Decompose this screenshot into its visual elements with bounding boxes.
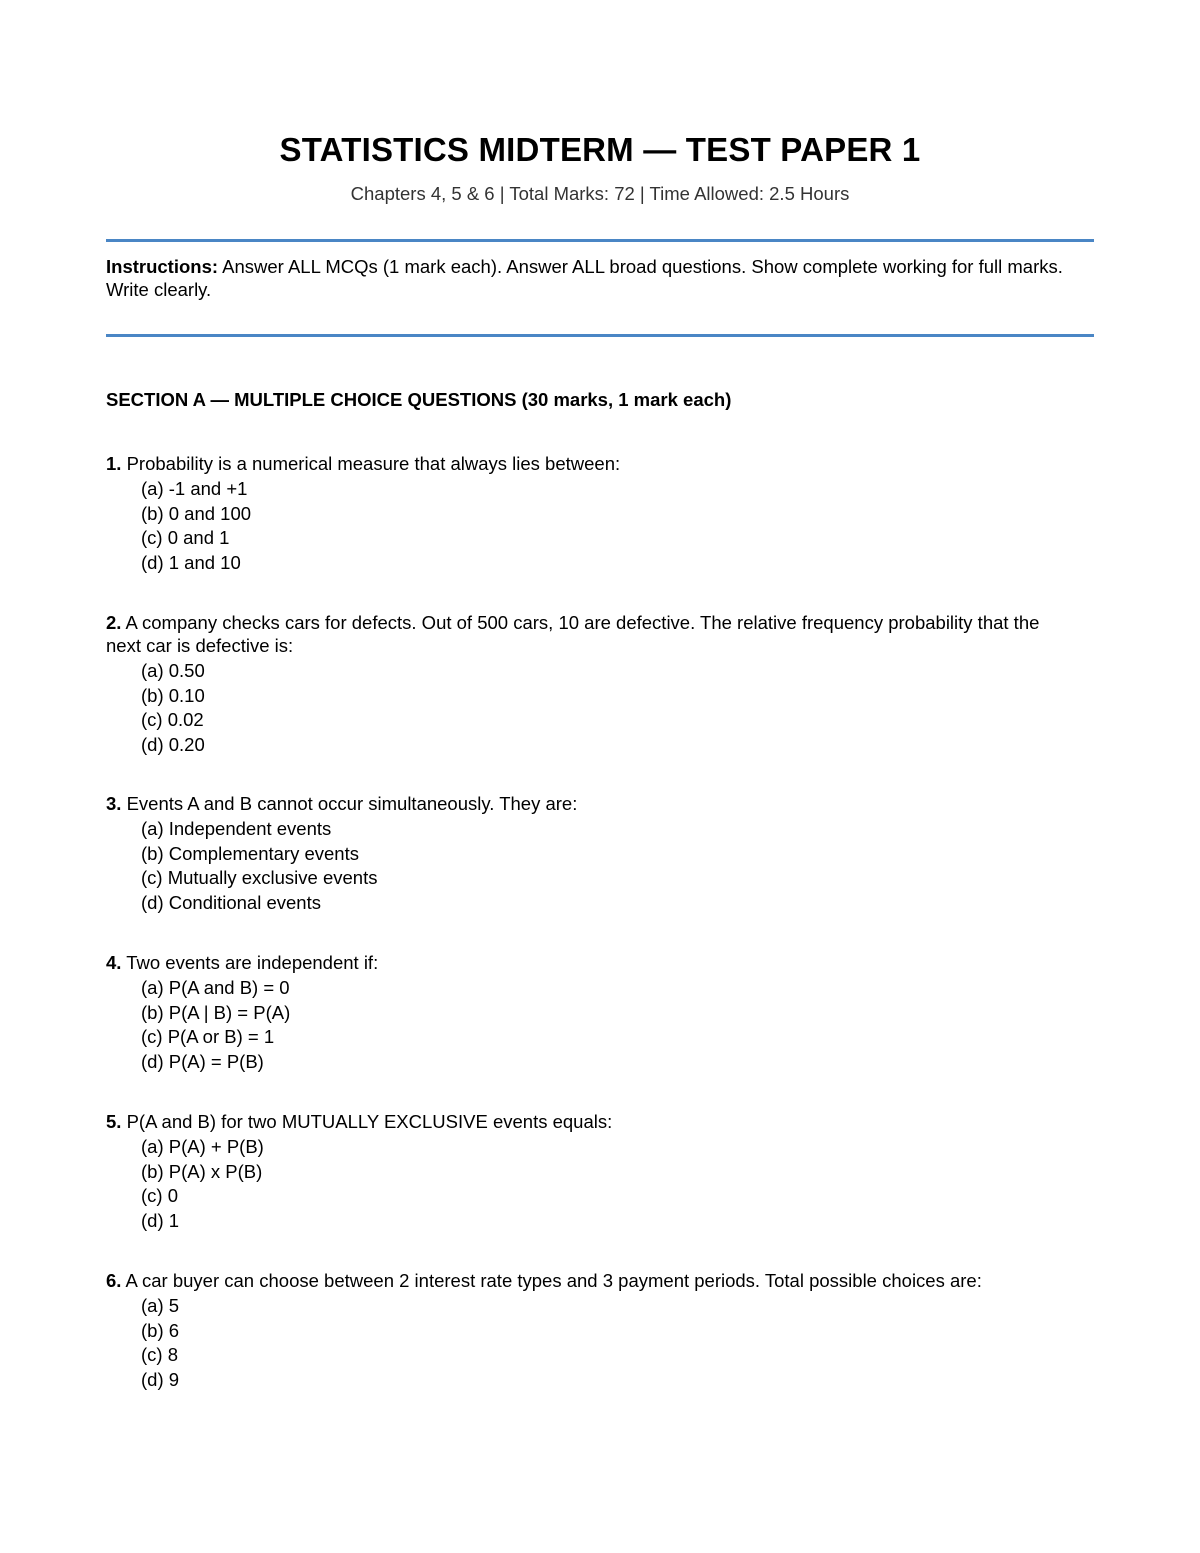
option-d: (d) 1: [141, 1209, 180, 1231]
instructions-block: [106, 255, 1076, 301]
option-b: (b) 6: [141, 1319, 180, 1341]
question-6: [106, 1269, 1076, 1392]
option-list: [141, 1294, 1076, 1392]
question-number: 6.: [106, 1270, 122, 1291]
option-list: [141, 659, 1076, 757]
option-d: (d) 0.20: [141, 733, 205, 755]
question-text: Probability is a numerical measure that always lies between:: [121, 453, 621, 474]
option-c: (c) 8: [141, 1344, 178, 1366]
option-list: [141, 817, 1076, 915]
question-number: 1.: [106, 453, 122, 474]
option-a: (a) P(A and B) = 0: [141, 977, 290, 998]
question-stem: [106, 1269, 1076, 1292]
option-c: (c) P(A or B) = 1: [141, 1026, 275, 1048]
option-list: [141, 1135, 1076, 1233]
option-c: (c) Mutually exclusive events: [141, 867, 378, 889]
question-stem: [106, 611, 1076, 657]
page-title: STATISTICS MIDTERM — TEST PAPER 1: [279, 131, 921, 168]
option-d: (d) P(A) = P(B): [141, 1050, 264, 1072]
question-number: 5.: [106, 1111, 122, 1132]
question-number: 3.: [106, 793, 122, 814]
question-stem: [106, 1110, 1076, 1133]
question-number: 2.: [106, 612, 122, 633]
option-list: [141, 976, 1076, 1074]
option-b: (b) 0.10: [141, 684, 205, 706]
instructions-text: Answer ALL MCQs (1 mark each). Answer ALL broad questions. Show complete working for full marks. Write clearly.: [106, 256, 1063, 300]
question-number: 4.: [106, 952, 122, 973]
option-b: (b) P(A) x P(B): [141, 1160, 263, 1182]
option-a: (a) Independent events: [141, 818, 332, 839]
question-text: P(A and B) for two MUTUALLY EXCLUSIVE events equals:: [121, 1111, 613, 1132]
question-2: [106, 611, 1076, 757]
option-a: (a) -1 and +1: [141, 478, 248, 499]
option-d: (d) 9: [141, 1368, 180, 1390]
option-c: (c) 0: [141, 1185, 178, 1207]
option-a: (a) 5: [141, 1295, 180, 1316]
question-text: Events A and B cannot occur simultaneously. They are:: [121, 793, 578, 814]
instructions-label: Instructions:: [106, 256, 219, 277]
option-a: (a) 0.50: [141, 660, 205, 681]
exam-details: Chapters 4, 5 & 6 | Total Marks: 72 | Time Allowed: 2.5 Hours: [350, 183, 850, 204]
section-a-heading: SECTION A — MULTIPLE CHOICE QUESTIONS (30 marks, 1 mark each): [106, 389, 732, 410]
question-stem: [106, 951, 1076, 974]
option-list: [141, 477, 1076, 575]
option-d: (d) Conditional events: [141, 891, 321, 913]
option-b: (b) P(A | B) = P(A): [141, 1001, 291, 1023]
question-stem: [106, 792, 1076, 815]
option-b: (b) Complementary events: [141, 842, 359, 864]
option-b: (b) 0 and 100: [141, 502, 252, 524]
option-c: (c) 0 and 1: [141, 527, 230, 549]
question-text: A car buyer can choose between 2 interest rate types and 3 payment periods. Total possible choices are:: [121, 1270, 982, 1291]
question-text: Two events are independent if:: [121, 952, 379, 973]
question-3: [106, 792, 1076, 915]
divider-top: [106, 239, 1094, 242]
option-c: (c) 0.02: [141, 709, 204, 731]
question-text: A company checks cars for defects. Out of 500 cars, 10 are defective. The relative frequency probability that the next car is defective is:: [106, 612, 1040, 656]
option-a: (a) P(A) + P(B): [141, 1136, 264, 1157]
option-d: (d) 1 and 10: [141, 551, 241, 573]
divider-bottom: [106, 334, 1094, 337]
question-4: [106, 951, 1076, 1074]
question-5: [106, 1110, 1076, 1233]
question-stem: [106, 452, 1076, 475]
question-1: [106, 452, 1076, 575]
